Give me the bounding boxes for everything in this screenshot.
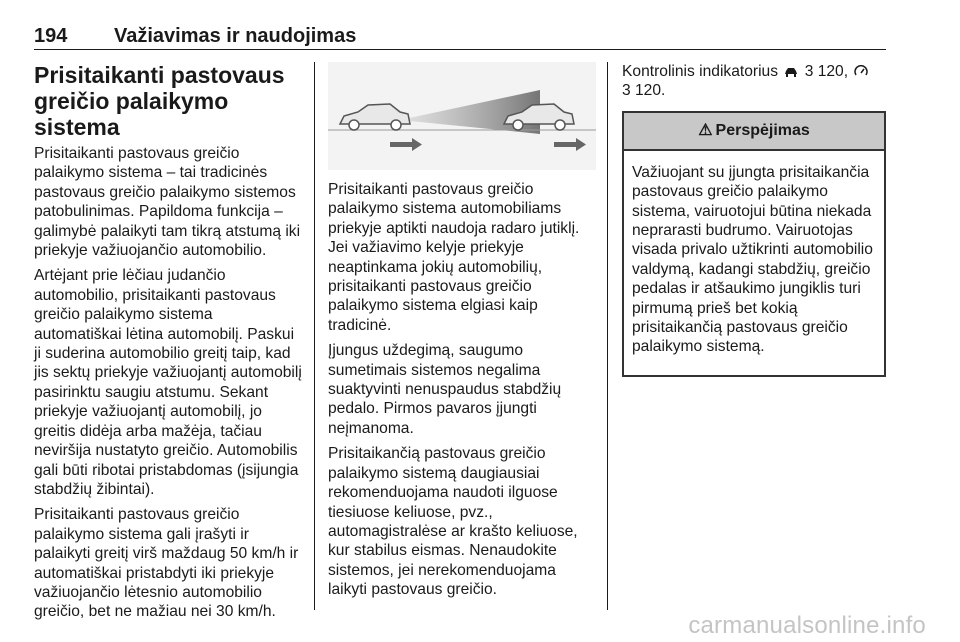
column-divider (607, 62, 608, 610)
warning-header (624, 113, 884, 151)
column-left (34, 62, 302, 628)
warning-title: Perspėjimas (715, 122, 810, 140)
paragraph: Prisitaikanti pastovaus greičio palaikymo sistema gali įrašyti ir palaikyti greitį virš maždaug 50 km/h ir automatiškai pristabdyti iki priekyje važiuojančio lėtesnio automobilio greičio, bet ne mažiau nei 30 km/h. (34, 506, 299, 621)
paragraph: Prisitaikanti pastovaus greičio palaikymo sistema automobiliams priekyje aptikti naudoja radaro jutiklį. Jei važiavimo kelyje priekyje neaptinkama jokių automobilių, prisitaikanti pastovaus greičio palaikymo sistema elgiasi kaip tradicinė. (328, 181, 580, 334)
column-middle (328, 62, 596, 606)
column-divider (314, 62, 315, 610)
watermark: carmanualsonline.info (688, 612, 926, 639)
chapter-title: Važiavimas ir naudojimas (114, 25, 357, 47)
section-heading: Prisitaikanti pastovaus greičio palaikymo sistema (34, 62, 285, 140)
indicator-label: Kontrolinis indikatorius (622, 63, 779, 80)
page-reference[interactable]: 3 120, (804, 63, 849, 80)
radar-illustration (328, 62, 596, 170)
column-right (622, 62, 886, 377)
indicator-reference (622, 62, 886, 101)
paragraph: Artėjant prie lėčiau judančio automobilio, prisitaikanti pastovaus greičio palaikymo sistema automatiškai lėtina automobilį. Paskui ji suderina automobilio greitį taip, kad jis sektų priekyje važiuojantį automobilį pasirinktu saugiu atstumu. Sekant priekyje važiuojantį automobilį, jo greitis didėja arba mažėja, tačiau neviršija nustatyto greičio. Automobilis gali būti ribotai pristabdomas (įsijungia stabdžių žibintai). (34, 267, 302, 498)
paragraph: Įjungus uždegimą, saugumo sumetimais sistemos negalima suaktyvinti nenuspaudus stabdžių pedalo. Pirmos pavaros įjungti neįmanoma. (328, 342, 562, 437)
warning-triangle-icon: ⚠ (698, 122, 713, 140)
page-number: 194 (34, 25, 68, 47)
page-header (34, 20, 886, 50)
page-reference[interactable]: 3 120. (622, 82, 666, 100)
cruise-control-icon (854, 65, 868, 77)
radar-diagram-svg (328, 62, 596, 170)
warning-text: Važiuojant su įjungta prisitaikančia pastovaus greičio palaikymo sistema, vairuotojui būtina niekada neprarasti budrumo. Vairuotojas visada privalo užtikrinti automobilio valdymą, kadangi stabdžių, greičio pedalas ir atšaukimo jungiklis turi pirmumą prieš bet kokią prisitaikančią pastovaus greičio palaikymo sistemą. (632, 163, 873, 356)
paragraph: Prisitaikanti pastovaus greičio palaikymo sistema – tai tradicinės pastovaus greičio palaikymo sistemos patobulinimas. Papildoma funkcija – galimybė palaikyti tam tikrą atstumą iki priekyje važiuojančio automobilio. (34, 145, 301, 260)
warning-box (622, 111, 886, 377)
car-indicator-icon (784, 66, 798, 77)
paragraph: Prisitaikančią pastovaus greičio palaikymo sistemą daugiausiai rekomenduojama naudoti ilguose tiesiuose keliuose, pvz., automagistralėse ar krašto keliuose, kur stabilus eismas. Nenaudokite sistemos, jei nerekomenduojama laikyti pastovaus greičio. (328, 445, 578, 599)
